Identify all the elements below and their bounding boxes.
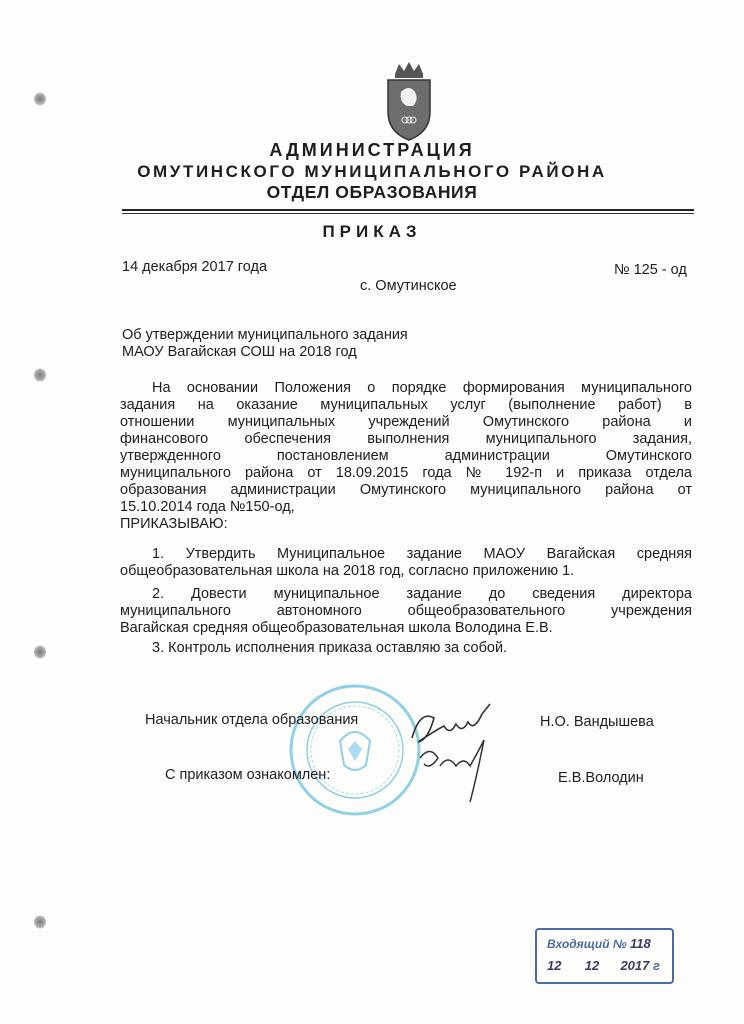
- incoming-number: 118: [630, 936, 651, 951]
- punch-hole: [34, 915, 46, 929]
- order-word: ПРИКАЗЫВАЮ:: [120, 516, 228, 532]
- item-1-line-1: 1. Утвердить Муниципальное задание МАОУ Вагайская средняя: [152, 546, 692, 562]
- punch-hole: [34, 368, 46, 382]
- header-divider-thin: [122, 213, 694, 214]
- header-divider: [122, 209, 694, 211]
- body-line: утвержденного постановлением администрации Омутинского: [120, 448, 692, 464]
- acknowledged-label: С приказом ознакомлен:: [165, 767, 331, 783]
- order-place: с. Омутинское: [360, 278, 457, 294]
- body-line: образования администрации Омутинского муниципального района от: [120, 482, 692, 498]
- item-1-line-2: общеобразовательная школа на 2018 год, согласно приложению 1.: [120, 563, 575, 579]
- incoming-year-suffix: г: [652, 958, 660, 973]
- incoming-year: 2017: [620, 958, 650, 973]
- header-department: ОТДЕЛ ОБРАЗОВАНИЯ: [266, 182, 478, 202]
- header-district: ОМУТИНСКОГО МУНИЦИПАЛЬНОГО РАЙОНА: [137, 162, 607, 181]
- body-line: муниципального района от 18.09.2015 года № 192-п и приказа отдела: [120, 465, 692, 481]
- punch-hole: [34, 645, 46, 659]
- head-name: Н.О. Вандышева: [540, 714, 654, 730]
- handwritten-signature-icon: [400, 700, 500, 810]
- incoming-registration-stamp: [535, 928, 674, 984]
- body-line: отношении муниципальных учреждений Омутинского района и: [120, 414, 692, 430]
- body-line: 15.10.2014 года №150-од,: [120, 499, 295, 515]
- item-2-line-1: 2. Довести муниципальное задание до сведения директора: [152, 586, 692, 602]
- punch-hole: [34, 92, 46, 106]
- incoming-month: 12: [584, 958, 600, 973]
- subject-line-2: МАОУ Вагайская СОШ на 2018 год: [122, 344, 357, 360]
- item-2-line-2: муниципального автономного общеобразовательного учреждения: [120, 603, 692, 619]
- incoming-label: Входящий №: [547, 937, 627, 951]
- order-date: 14 декабря 2017 года: [122, 259, 268, 275]
- item-2-line-3: Вагайская средняя общеобразовательная школа Володина Е.В.: [120, 620, 553, 636]
- order-number: № 125 - од: [614, 262, 687, 278]
- body-line: На основании Положения о порядке формирования муниципального: [152, 380, 692, 396]
- body-line: задания на оказание муниципальных услуг (выполнение работ) в: [120, 397, 692, 413]
- subject-line-1: Об утверждении муниципального задания: [122, 327, 408, 343]
- body-line: финансового обеспечения выполнения муниципального задания,: [120, 431, 692, 447]
- document-type: ПРИКАЗ: [322, 222, 422, 241]
- acknowledged-name: Е.В.Володин: [558, 770, 644, 786]
- incoming-day: 12: [547, 958, 562, 973]
- header-administration: АДМИНИСТРАЦИЯ: [269, 140, 475, 160]
- head-title: Начальник отдела образования: [145, 712, 359, 728]
- item-3: 3. Контроль исполнения приказа оставляю за собой.: [152, 640, 508, 656]
- coat-of-arms-icon: [385, 62, 433, 142]
